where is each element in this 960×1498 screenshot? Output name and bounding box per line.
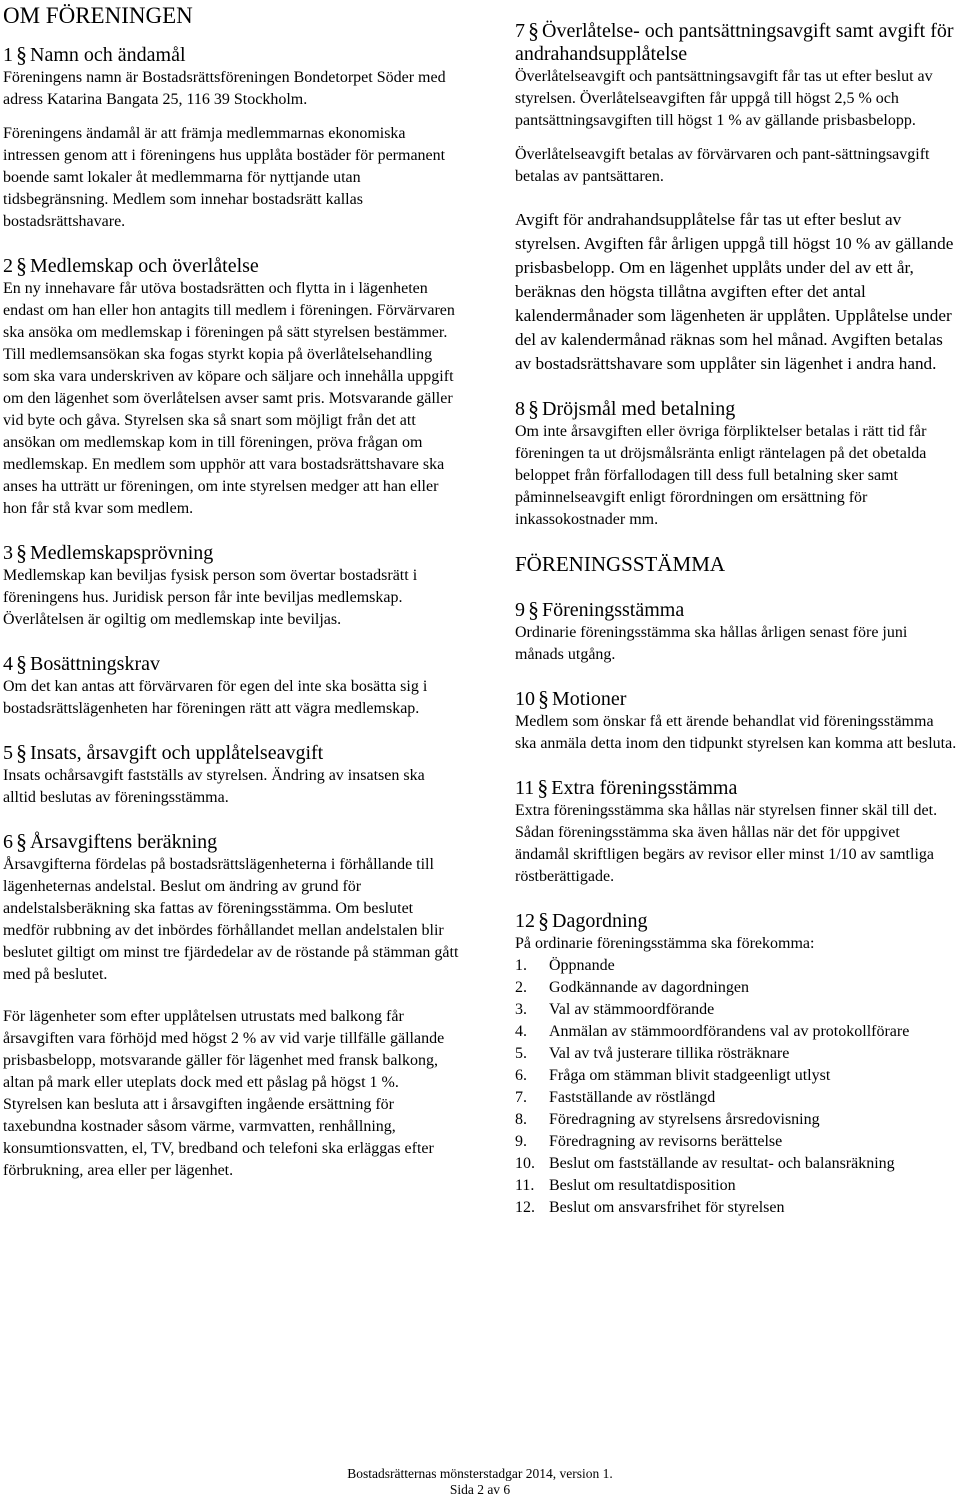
list-item: 7. Fastställande av röstlängd [515, 1089, 716, 1106]
list-item: 4. Anmälan av stämmoordförandens val av protokollförare [515, 1023, 910, 1040]
section-4-paragraph: Om det kan antas att förvärvaren för egen del inte ska bosätta sig i bostadsrättslägenheten har föreningen rätt att vägra medlemskap. [3, 678, 428, 717]
list-item: 8. Föredragning av styrelsens årsredovisning [515, 1111, 820, 1128]
section-symbol-icon: § [16, 829, 27, 854]
list-item: 5. Val av två justerare tillika rösträknare [515, 1045, 790, 1062]
list-item: 2. Godkännande av dagordningen [515, 979, 749, 996]
section-5-paragraph: Insats ochårsavgift fastställs av styrelsen. Ändring av insatsen ska alltid beslutas av föreningsstämma. [3, 767, 425, 806]
section-symbol-icon: § [16, 253, 27, 278]
section-12-paragraph: På ordinarie föreningsstämma ska förekomma: [515, 935, 815, 952]
page-number: Sida 2 av 6 [449, 1482, 511, 1497]
section-heading-7: 7 § Överlåtelse- och pantsättningsavgift samt avgift för andrahandsupplåtelse [515, 18, 954, 65]
section-heading-11: 11 § Extra föreningsstämma [515, 775, 738, 800]
list-item: 10. Beslut om fastställande av resultat- och balansräkning [515, 1155, 895, 1172]
section-symbol-icon: § [537, 775, 549, 800]
agenda-list [515, 955, 957, 1219]
list-item: 12. Beslut om ansvarsfrihet för styrelsen [515, 1199, 785, 1216]
list-item: 6. Fråga om stämman blivit stadgeenligt utlyst [515, 1067, 831, 1084]
section-7-paragraph: Överlåtelseavgift betalas av förvärvaren och pant-sättningsavgift betalas av pantsättaren. [515, 146, 930, 185]
section-symbol-icon: § [16, 651, 27, 676]
list-item: 3. Val av stämmoordförande [515, 1001, 715, 1018]
section-heading-10: 10 § Motioner [515, 686, 627, 711]
section-2-paragraph: En ny innehavare får utöva bostadsrätten och flytta in i lägenheten endast om han eller hon antagits till medlem i föreningen. Förvärvaren ska ansöka om medlemskap i föreningen på sätt styrelsen bestämmer. Till medlemsansökan ska fogas styrkt kopia på överlåtelsehandling som ska vara underskriven av köpare och säljare och innehålla uppgift om den lägenhet som överlåtelsen avser samt pris. Motsvarande gäller vid byte och gåva. Styrelsen ska så snart som möjligt från det att ansökan om medlemskap kom in till föreningen, pröva frågan om medlemskap. En medlem som upphör att vara bostadsrättshavare ska anses ha utträtt ur föreningen, om inte styrelsen medger att han eller hon får stå kvar som medlem. [3, 280, 455, 517]
section-6-paragraph: För lägenheter som efter upplåtelsen utrustats med balkong får årsavgiften vara förhöjd med högst 2 % av vid varje tillfälle gällande prisbasbelopp, motsvarande gäller för lägenhet med fransk balkong, altan på mark eller uteplats dock med ett påslag på högst 1 %. Styrelsen kan besluta att i årsavgiften ingående ersättning för taxebundna kostnader såsom värme, varmvatten, renhållning, konsumtionsvatten, el, TV, bredband och telefoni ska erläggas efter förbrukning, area eller per lägenhet. [3, 1008, 445, 1179]
section-3-paragraph: Medlemskap kan beviljas fysisk person som övertar bostadsrätt i föreningens hus. Juridisk person får inte beviljas medlemskap. Överlåtelsen är ogiltig om medlemskap inte beviljas. [3, 567, 418, 628]
section-10-paragraph: Medlem som önskar få ett ärende behandlat vid föreningsstämma ska anmäla detta inom den tidpunkt styrelsen kan komma att besluta. [515, 713, 957, 752]
section-heading-12: 12 § Dagordning [515, 908, 648, 933]
section-symbol-icon: § [16, 740, 27, 765]
section-symbol-icon: § [528, 18, 539, 43]
section-heading-8: 8 § Dröjsmål med betalning [515, 396, 736, 421]
section-heading-9: 9 § Föreningsstämma [515, 597, 685, 622]
section-8-paragraph: Om inte årsavgiften eller övriga förpliktelser betalas i rätt tid får föreningen ta ut dröjsmålsränta enligt räntelagen på det obetalda beloppet från förfallodagen till dess full betalning sker samt påminnelseavgift enligt förordningen om ersättning för inkassokostnader mm. [515, 423, 927, 528]
section-11-paragraph: Extra föreningsstämma ska hållas när styrelsen finner skäl till det. Sådan föreningsstämma ska även hållas när det för uppgivet ändamål skriftligen begärs av revisor eller minst 1/10 av samtliga röstberättigade. [515, 802, 938, 885]
section-6-paragraph: Årsavgifterna fördelas på bostadsrättslägenheterna i förhållande till lägenheternas andelstal. Beslut om ändring av grund för andelstalsberäkning ska fattas av föreningsstämma. Om beslutet medför rubbning av det inbördes förhållandet mellan andelstalen blir beslutet giltigt om minst tre fjärdedelar av de röstande på stämman gått med på beslutet. [3, 856, 459, 983]
section-heading-6: 6 § Årsavgiftens beräkning [3, 829, 218, 854]
footer-source: Bostadsrätternas mönsterstadgar 2014, version 1. [347, 1466, 613, 1481]
list-item: 1. Öppnande [515, 957, 615, 974]
section-heading-2: 2 § Medlemskap och överlåtelse [3, 253, 259, 278]
part-heading: FÖRENINGSSTÄMMA [515, 552, 726, 576]
section-heading-3: 3 § Medlemskapsprövning [3, 540, 214, 565]
list-item: 11. Beslut om resultatdisposition [515, 1177, 736, 1194]
section-1-paragraph: Föreningens namn är Bostadsrättsföreningen Bondetorpet Söder med adress Katarina Bangata 25, 116 39 Stockholm. [3, 69, 446, 108]
section-symbol-icon: § [538, 686, 549, 711]
section-9-paragraph: Ordinarie föreningsstämma ska hållas årligen senast före juni månads utgång. [515, 624, 908, 663]
section-1-paragraph: Föreningens ändamål är att främja medlemmarnas ekonomiska intressen genom att i föreningens hus upplåta bostäder för permanent boende samt lokaler åt medlemmarna för nyttjande utan tidsbegränsning. Medlem som innehar bostadsrätt kallas bostadsrättshavare. [3, 125, 446, 230]
list-item: 9. Föredragning av revisorns berättelse [515, 1133, 783, 1150]
section-heading-4: 4 § Bosättningskrav [3, 651, 160, 676]
section-symbol-icon: § [528, 597, 539, 622]
section-heading-5: 5 § Insats, årsavgift och upplåtelseavgift [3, 740, 324, 765]
section-symbol-icon: § [16, 540, 27, 565]
right-column [515, 0, 957, 1219]
section-symbol-icon: § [538, 908, 549, 933]
left-column [3, 0, 459, 1182]
section-heading-1: 1 § Namn och ändamål [3, 42, 186, 67]
section-7-paragraph: Avgift för andrahandsupplåtelse får tas ut efter beslut av styrelsen. Avgiften får årligen uppgå till högst 10 % av gällande prisbasbelopp. Om en lägenhet upplåts under del av ett år, beräknas den högsta tillåtna avgiften efter det antal kalendermånader som lägenheten är upplåten. Upplåtelse under del av kalendermånad räknas som hel månad. Avgiften betalas av bostadsrättshavare som upplåter sin lägenhet i andra hand. [515, 210, 954, 373]
page-title: OM FÖRENINGEN [3, 3, 193, 28]
section-7-paragraph: Överlåtelseavgift och pantsättningsavgift får tas ut efter beslut av styrelsen. Överlåtelseavgiften får uppgå till högst 2,5 % och pantsättningsavgiften till högst 1 % av gällande prisbasbelopp. [515, 68, 933, 129]
section-symbol-icon: § [528, 396, 539, 421]
page-footer [0, 1466, 960, 1498]
section-symbol-icon: § [16, 42, 27, 67]
